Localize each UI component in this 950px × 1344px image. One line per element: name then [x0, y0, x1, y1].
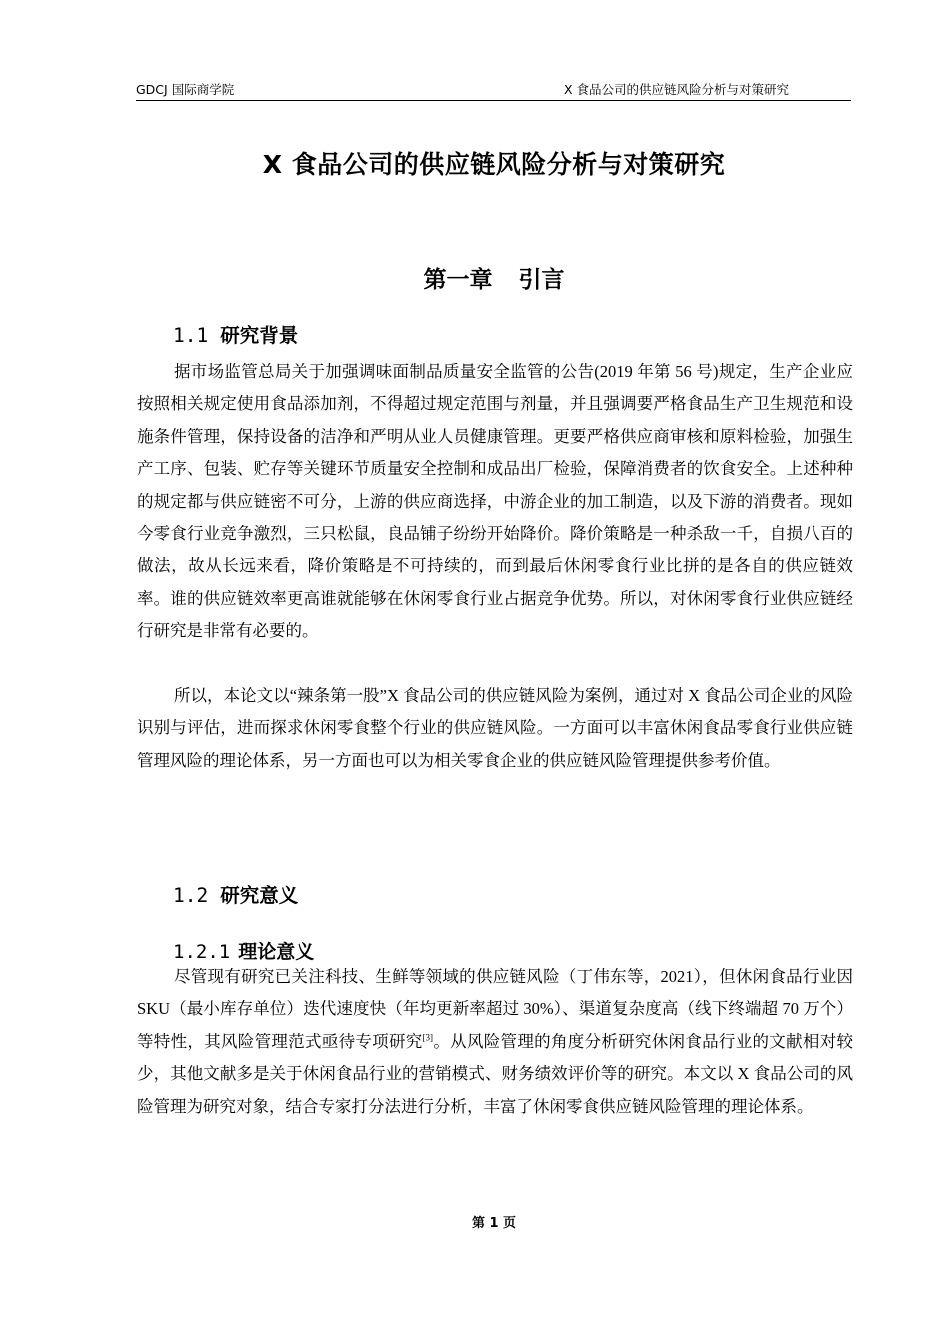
- section-title: 研究意义: [220, 884, 299, 907]
- subsection-number: 1.2.1: [173, 941, 231, 963]
- paragraph-theoretical-significance: [137, 961, 853, 1123]
- chapter-label: 第一章: [423, 267, 493, 293]
- document-title: X 食品公司的供应链风险分析与对策研究: [262, 150, 726, 179]
- header-running-title: X 食品公司的供应链风险分析与对策研究: [563, 82, 789, 97]
- paragraph-text: 。从风险管理的角度分析研究休闲食品行业的文献相对较少，其他文献多是关于休闲食品行业的营销模式、财务绩效评价等的研究。本文以 X 食品公司的风险管理为研究对象，结合专家打分法进行分析，丰富了休闲零食供应链风险管理的理论体系。: [137, 1031, 854, 1116]
- page-header: [136, 78, 851, 100]
- section-heading-1-2: [173, 880, 298, 908]
- chapter-name: 引言: [518, 267, 565, 293]
- section-title: 研究背景: [220, 324, 299, 347]
- page-number: 第 1 页: [471, 1216, 517, 1231]
- citation-reference[interactable]: [3]: [422, 1032, 434, 1043]
- section-number: 1.2: [173, 884, 209, 907]
- chapter-heading: [0, 261, 950, 294]
- header-divider: [136, 100, 851, 101]
- section-number: 1.1: [173, 324, 209, 347]
- header-institution: GDCJ 国际商学院: [136, 82, 235, 97]
- section-heading-1-1: [173, 320, 298, 348]
- subsection-title: 理论意义: [238, 941, 315, 963]
- paragraph-background-1: 据市场监管总局关于加强调味面制品质量安全监管的公告(2019 年第 56 号)规定，生产企业应按照相关规定使用食品添加剂，不得超过规定范围与剂量，并且强调要严格食品生产卫生规范和设施条件管理，保持设备的洁净和严明从业人员健康管理。更要严格供应商审核和原料检验，加强生产工序、包装、贮存等关键环节质量安全控制和成品出厂检验，保障消费者的饮食安全。上述种种的规定都与供应链密不可分，上游的供应商选择，中游企业的加工制造，以及下游的消费者。现如今零食行业竞争激烈，三只松鼠，良品铺子纷纷开始降价。降价策略是一种杀敌一千，自损八百的做法，故从长远来看，降价策略是不可持续的，而到最后休闲零食行业比拼的是各自的供应链效率。谁的供应链效率更高谁就能够在休闲零食行业占据竞争优势。所以，对休闲零食行业供应链经行研究是非常有必要的。: [137, 362, 853, 641]
- subsection-heading-1-2-1: [173, 937, 314, 964]
- paragraph-text: 尽管现有研究已关注科技、生鲜等领域的供应链风险（丁伟东等，2021），但休闲食品行业因 SKU（最小库存单位）迭代速度快（年均更新率超过 30%）、渠道复杂度高（线下终端超 70 万个）等特性，其风险管理范式亟待专项研究: [137, 967, 853, 1051]
- paragraph-background-2: 所以，本论文以“辣条第一股”X 食品公司的供应链风险为案例，通过对 X 食品公司企业的风险识别与评估，进而探求休闲零食整个行业的供应链风险。一方面可以丰富休闲食品零食行业供应链管理风险的理论体系，另一方面也可以为相关零食企业的供应链风险管理提供参考价值。: [137, 686, 853, 770]
